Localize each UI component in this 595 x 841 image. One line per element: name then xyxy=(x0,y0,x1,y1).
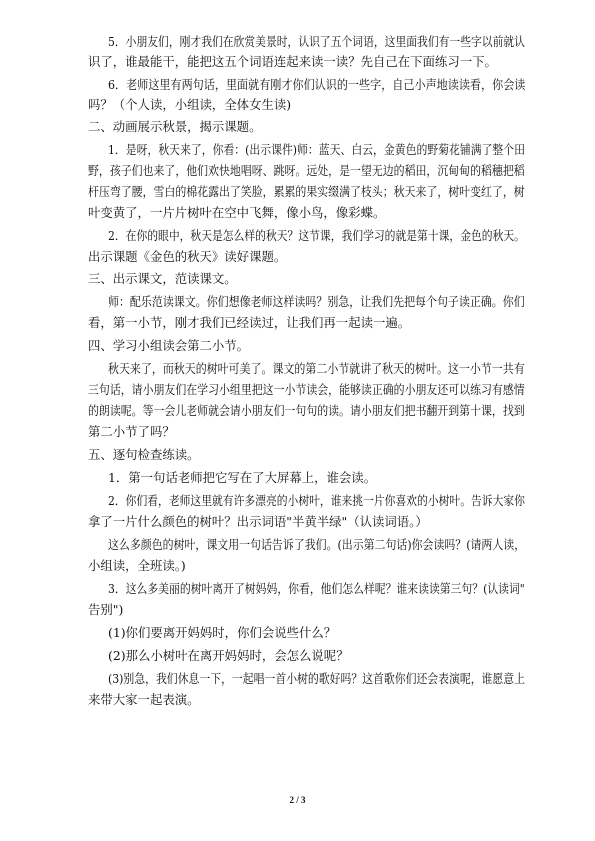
text-line: (1)你们要离开妈妈时，你们会说些什么？ xyxy=(108,625,337,640)
text-line: 第二小节了吗？ xyxy=(88,424,175,439)
text-line: 三句话，请小朋友们在学习小组里把这一小节读会，能够读正确的小朋友还可以练习有感情 xyxy=(88,382,525,397)
text-line: 小组读，全班读。) xyxy=(88,558,186,573)
text-line: 秋天来了，而秋天的树叶可美了。课文的第二小节就讲了秋天的树叶。这一小节一共有 xyxy=(108,361,525,376)
text-line: 出示课题《金色的秋天》读好课题。 xyxy=(88,249,287,264)
text-line: 师：配乐范读课文。你们想像老师这样读吗？别急，让我们先把每个句子读正确。你们 xyxy=(108,294,525,309)
text-line: 5．小朋友们，刚才我们在欣赏美景时，认识了五个词语，这里面我们有一些字以前就认 xyxy=(108,34,525,49)
text-line: 看，第一小节，刚才我们已经读过，让我们再一起读一遍。 xyxy=(88,315,411,330)
text-line: 野，孩子们也来了，他们欢快地唱呀、跳呀。远处，是一望无边的稻田，沉甸甸的稻穗把稻 xyxy=(88,163,525,178)
text-line: 杆压弯了腰，雪白的棉花露出了笑脸，累累的果实缀满了枝头；秋天来了，树叶变红了，树 xyxy=(88,184,525,199)
text-line: 2．在你的眼中，秋天是怎么样的秋天？这节课，我们学习的就是第十课，金色的秋天。 xyxy=(108,228,525,243)
page-number: 2 / 3 xyxy=(289,795,306,805)
text-line: 四、学习小组读会第二小节。 xyxy=(88,338,250,353)
text-line: 拿了一片什么颜色的树叶？出示词语"半黄半绿"（认读词语。） xyxy=(88,514,428,529)
text-line: 识了，谁最能干，能把这五个词语连起来读一读？先自己在下面练习一下。 xyxy=(88,54,497,69)
text-line: 五、逐句检查练读。 xyxy=(88,447,200,462)
text-line: 二、动画展示秋景，揭示课题。 xyxy=(88,119,262,134)
text-line: 1．是呀，秋天来了，你看：(出示课件)师：蓝天、白云，金黄色的野菊花铺满了整个田 xyxy=(108,142,525,157)
text-line: 吗？（个人读，小组读，全体女生读) xyxy=(88,97,292,112)
text-line: 告别") xyxy=(88,602,124,617)
text-line: 的朗读呢。等一会儿老师就会请小朋友们一句句的读。请小朋友们把书翻开到第十课，找到 xyxy=(88,403,525,418)
text-line: 1．第一句话老师把它写在了大屏幕上，谁会读。 xyxy=(108,470,377,485)
text-line: 来带大家一起表演。 xyxy=(88,692,200,707)
text-line: 三、出示课文，范读课文。 xyxy=(88,271,237,286)
text-line: 3．这么多美丽的树叶离开了树妈妈，你看，他们怎么样呢？谁来读读第三句？(认读词" xyxy=(108,581,525,596)
text-line: (3)别急，我们休息一下，一起唱一首小树的歌好吗？这首歌你们还会表演呢，谁愿意上 xyxy=(108,671,525,686)
text-line: 6．老师这里有两句话，里面就有刚才你们认识的一些字，自己小声地读读看，你会读 xyxy=(108,77,526,92)
text-line: 这么多颜色的树叶，课文用一句话告诉了我们。(出示第二句话)你会读吗？(请两人读， xyxy=(108,537,526,552)
text-line: 2．你们看，老师这里就有许多漂亮的小树叶，谁来挑一片你喜欢的小树叶。告诉大家你 xyxy=(108,493,525,508)
text-line: (2)那么小树叶在离开妈妈时，会怎么说呢？ xyxy=(108,648,349,663)
text-line: 叶变黄了，一片片树叶在空中飞舞，像小鸟，像彩蝶。 xyxy=(88,205,386,220)
